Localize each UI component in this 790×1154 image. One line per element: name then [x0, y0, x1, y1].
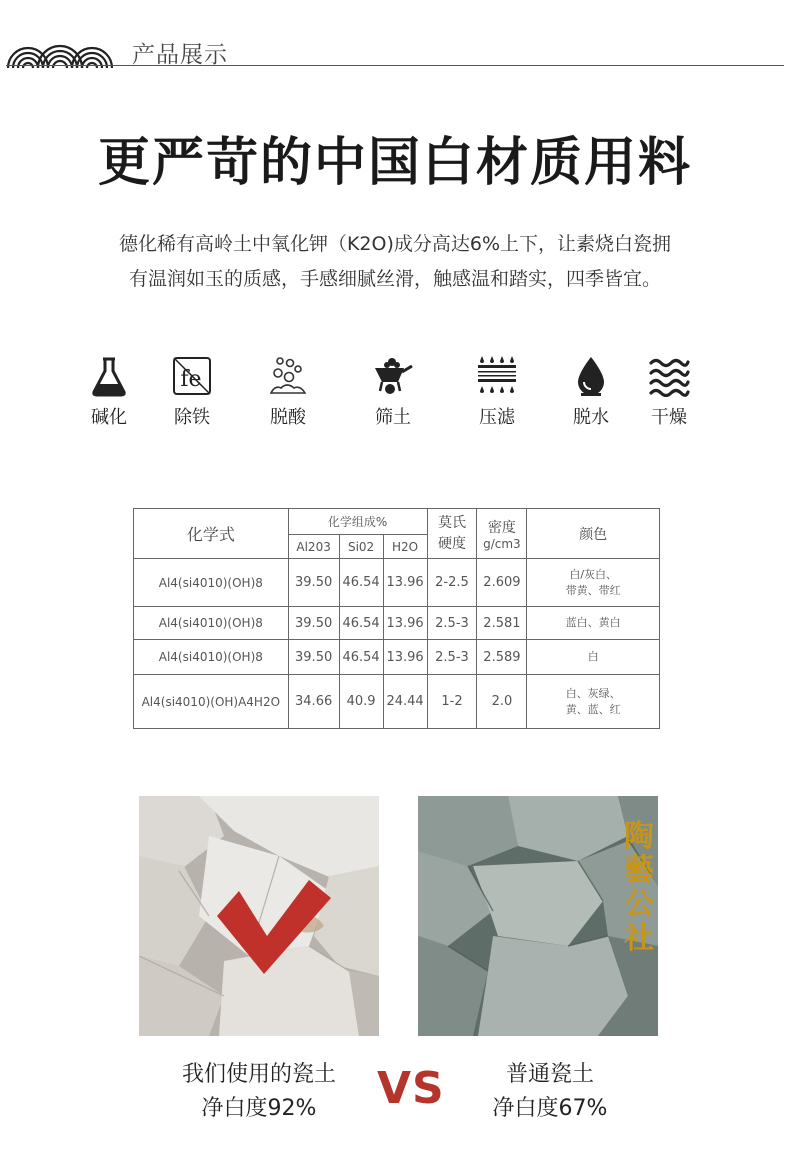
flask-icon	[88, 355, 130, 397]
table-row	[134, 607, 660, 640]
cell-formula: Al4(si4010)(OH)8	[134, 607, 289, 640]
waves-icon	[648, 355, 690, 397]
feature-label: 脱酸	[270, 407, 306, 428]
composition-table	[133, 508, 660, 729]
cell-h2o: 13.96	[383, 640, 427, 675]
feature-deacid	[248, 355, 328, 429]
bubbles-icon	[267, 355, 309, 397]
ring-logo-icon	[6, 34, 126, 68]
feature-label: 脱水	[573, 407, 609, 428]
header-density	[477, 509, 527, 559]
vs-label: VS	[377, 1063, 445, 1114]
filter-press-icon	[476, 355, 518, 397]
header-si: Si02	[339, 535, 383, 559]
cell-formula: Al4(si4010)(OH)8	[134, 640, 289, 675]
cell-al: 39.50	[288, 640, 339, 675]
cell-color: 白/灰白、 带黄、带红	[527, 559, 660, 607]
feature-filter-press	[457, 355, 537, 429]
feature-label: 碱化	[91, 407, 127, 428]
page-title: 更严苛的中国白材质用料	[97, 133, 692, 193]
water-drop-icon	[570, 355, 612, 397]
feature-alkalize	[69, 355, 149, 429]
header-hardness: 莫氏 硬度	[427, 509, 477, 559]
feature-sieve	[353, 355, 433, 429]
cell-h2o: 13.96	[383, 607, 427, 640]
table-header-row	[134, 509, 660, 535]
process-features	[0, 355, 790, 435]
common-clay-caption	[430, 1058, 670, 1126]
cell-h2o: 13.96	[383, 559, 427, 607]
cell-color: 白	[527, 640, 660, 675]
cell-hardness: 1-2	[427, 675, 477, 729]
wheelbarrow-icon	[372, 355, 414, 397]
cell-density: 2.0	[477, 675, 527, 729]
watermark-stamp: 陶 藝 公 社	[624, 819, 654, 956]
header-composition: 化学组成%	[288, 509, 427, 535]
header-color: 颜色	[527, 509, 660, 559]
cell-hardness: 2.5-3	[427, 640, 477, 675]
feature-label: 压滤	[479, 407, 515, 428]
header-formula: 化学式	[134, 509, 289, 559]
our-clay-caption	[139, 1058, 379, 1126]
header-h2o: H2O	[383, 535, 427, 559]
header-divider	[6, 65, 784, 66]
cell-formula: Al4(si4010)(OH)A4H2O	[134, 675, 289, 729]
feature-label: 除铁	[174, 407, 210, 428]
feature-iron-removal	[152, 355, 232, 429]
intro-line-2: 有温润如玉的质感，手感细腻丝滑，触感温和踏实，四季皆宜。	[128, 268, 661, 290]
cell-hardness: 2.5-3	[427, 607, 477, 640]
cell-hardness: 2-2.5	[427, 559, 477, 607]
section-header	[0, 28, 790, 68]
cell-density: 2.589	[477, 640, 527, 675]
cell-si: 46.54	[339, 607, 383, 640]
feature-dewater	[551, 355, 631, 429]
common-clay-photo	[418, 796, 658, 1036]
cell-al: 39.50	[288, 607, 339, 640]
cell-si: 40.9	[339, 675, 383, 729]
cell-density: 2.581	[477, 607, 527, 640]
intro-line-1: 德化稀有高岭土中氧化钾（K2O)成分高达6%上下，让素烧白瓷拥	[118, 233, 672, 255]
cell-si: 46.54	[339, 559, 383, 607]
common-clay-title: 普通瓷土	[505, 1062, 594, 1087]
white-clay-photo	[139, 796, 379, 1036]
cell-h2o: 24.44	[383, 675, 427, 729]
header-density-unit: g/cm3	[483, 536, 521, 551]
svg-text:fe: fe	[180, 367, 202, 392]
common-clay-whiteness: 净白度67%	[492, 1096, 608, 1121]
feature-label: 干燥	[651, 407, 687, 428]
cell-al: 39.50	[288, 559, 339, 607]
our-clay-whiteness: 净白度92%	[201, 1096, 317, 1121]
white-clay-image	[139, 796, 379, 1036]
our-clay-title: 我们使用的瓷土	[181, 1062, 336, 1087]
feature-dry	[629, 355, 709, 429]
table-row	[134, 675, 660, 729]
table-row	[134, 559, 660, 607]
cell-density: 2.609	[477, 559, 527, 607]
cell-color: 白、灰绿、 黄、蓝、红	[527, 675, 660, 729]
table-row	[134, 640, 660, 675]
cell-color: 蓝白、黄白	[527, 607, 660, 640]
header-al: Al203	[288, 535, 339, 559]
header-title: 产品展示	[132, 42, 228, 68]
header-density-label: 密度	[487, 519, 516, 536]
cell-al: 34.66	[288, 675, 339, 729]
fe-icon	[171, 355, 213, 397]
cell-formula: Al4(si4010)(OH)8	[134, 559, 289, 607]
feature-label: 筛土	[375, 407, 411, 428]
cell-si: 46.54	[339, 640, 383, 675]
